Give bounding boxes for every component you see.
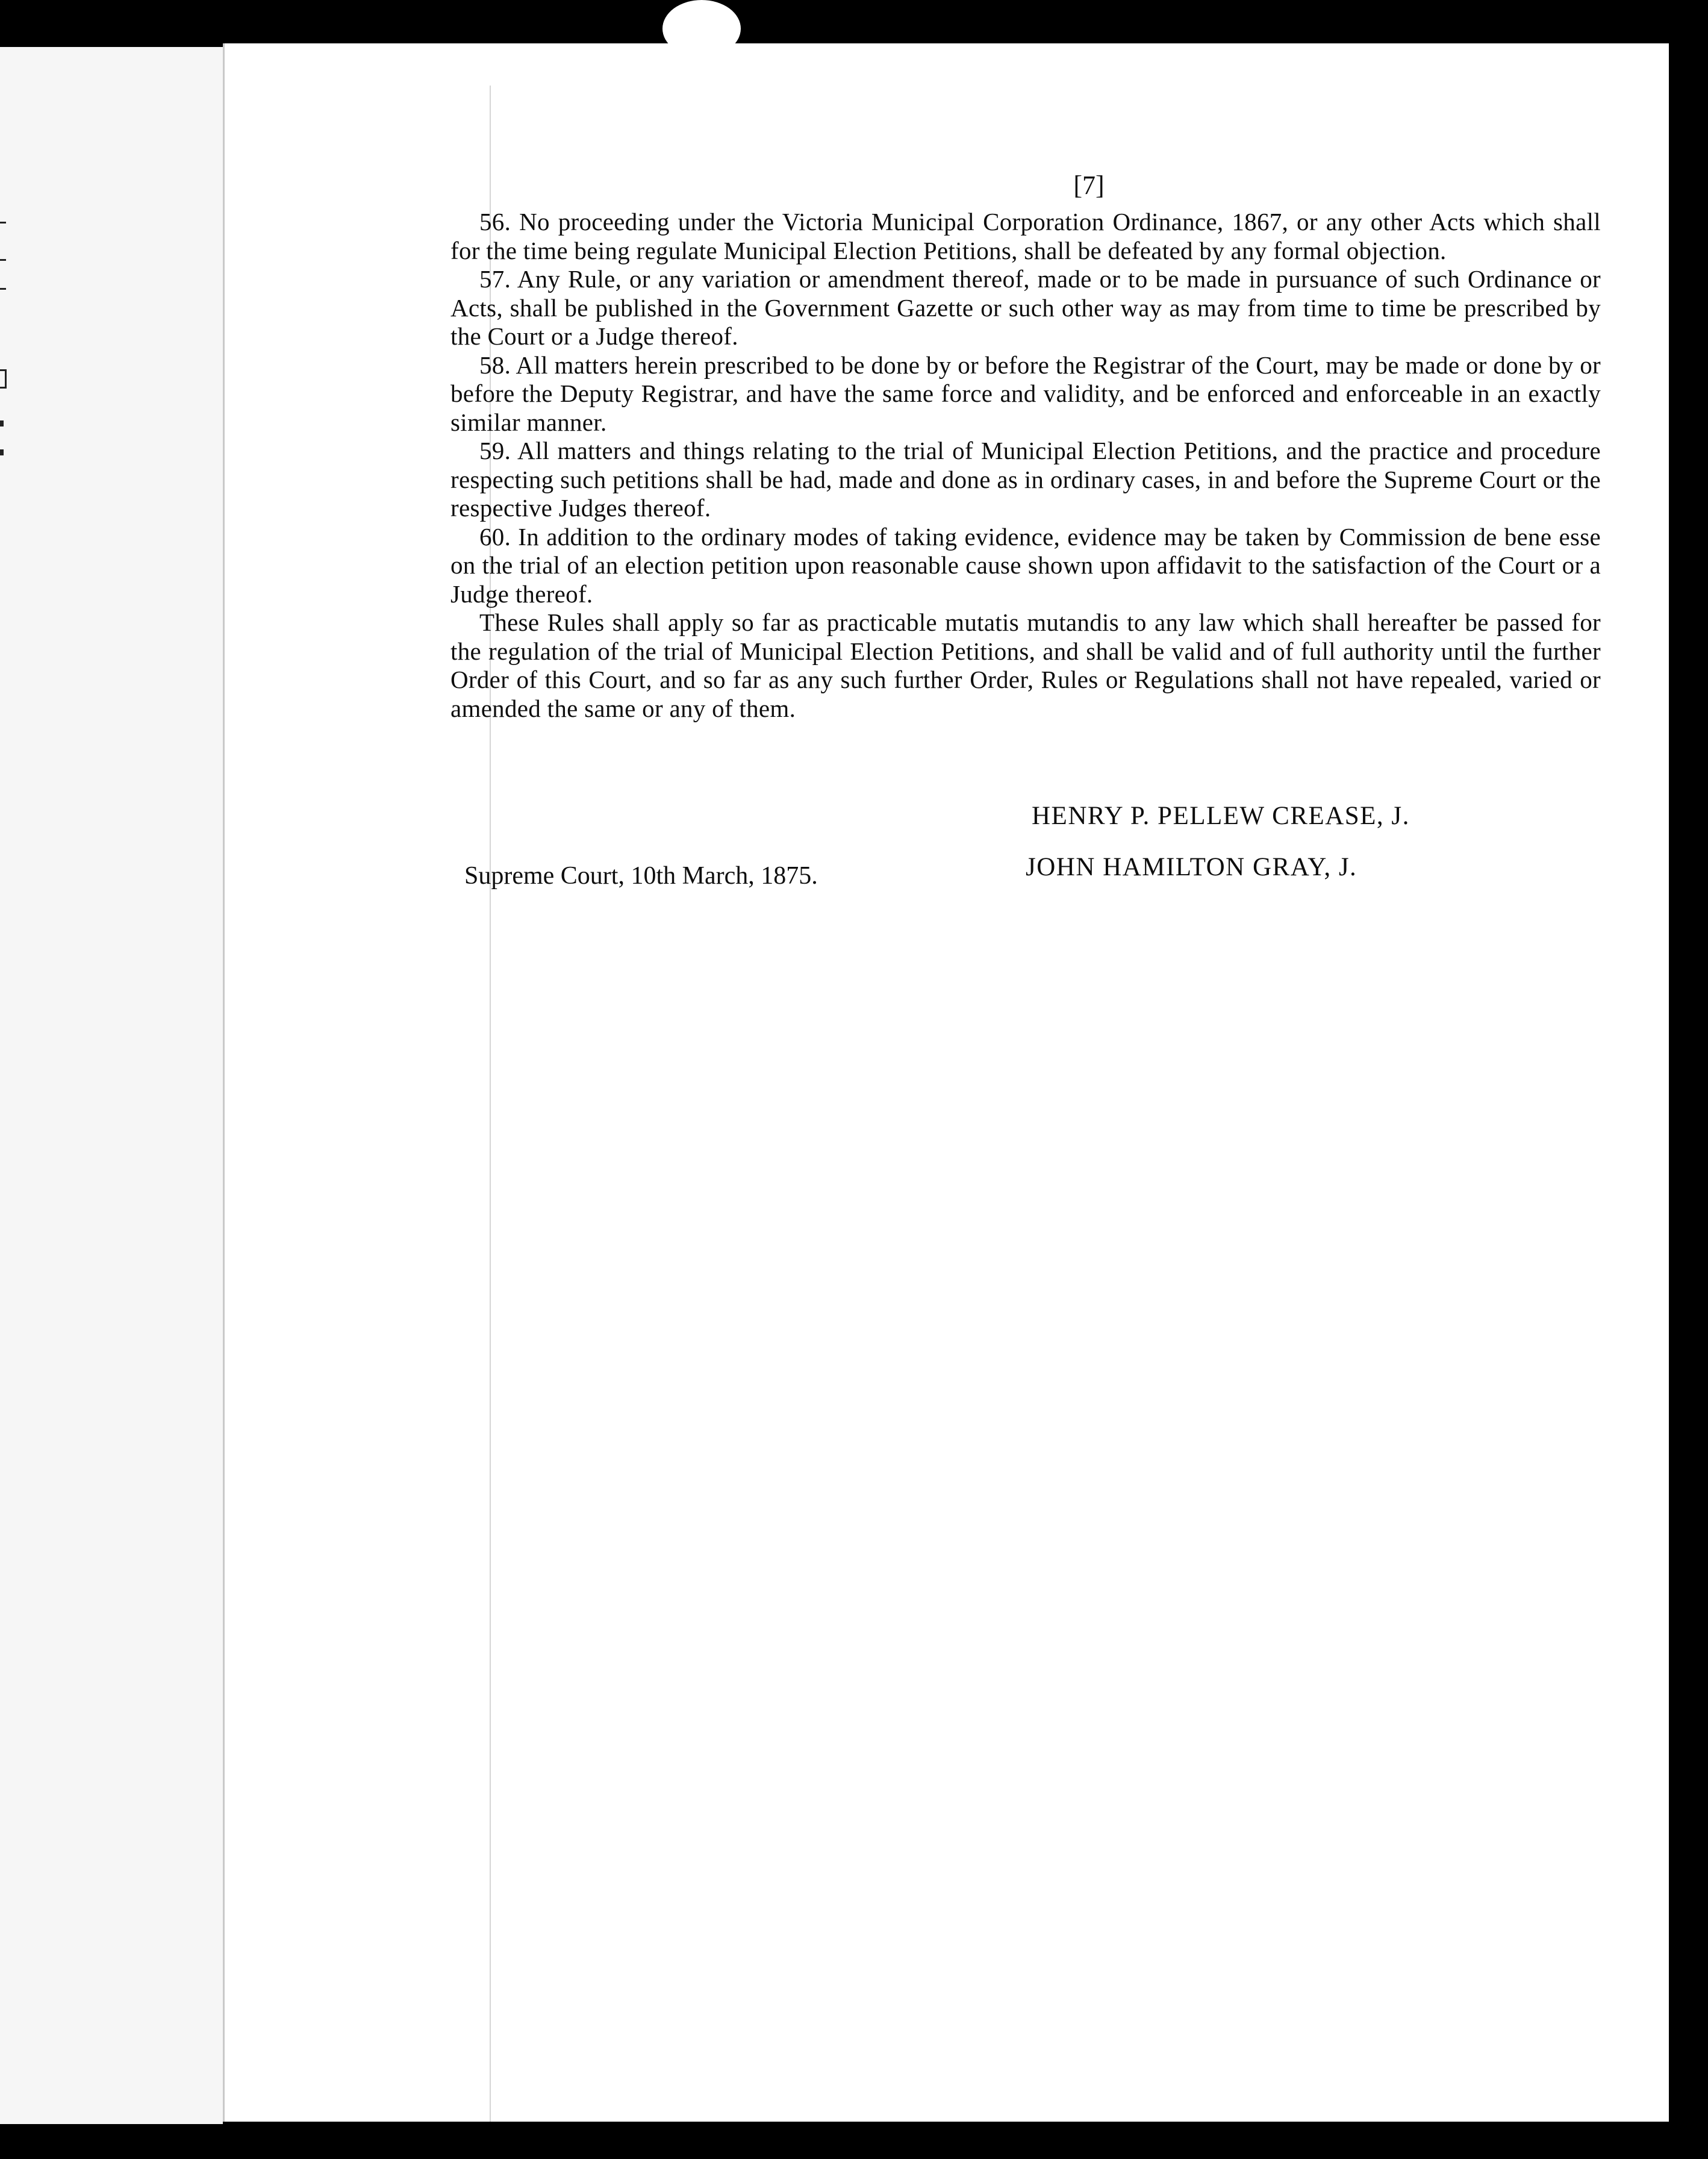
- signature-gray: JOHN HAMILTON GRAY, J.: [1026, 853, 1357, 881]
- closing-paragraph: These Rules shall apply so far as practicable mutatis mutandis to any law which shall hereafter be passed for the regulation of the trial of Municipal Election Petitions, and shall be valid and of full authority until the further Order of this Court, and so far as any such further Order, Rules or Regulations shall not have repealed, varied or amended the same or any of them.: [450, 608, 1601, 722]
- rule-59: 59. All matters and things relating to the trial of Municipal Election Petitions, and the practice and procedure respecting such petitions shall be had, made and done as in ordinary cases, in and before the Supreme Court or the respective Judges thereof.: [450, 437, 1601, 522]
- rule-60: 60. In addition to the ordinary modes of taking evidence, evidence may be taken by Commission de bene esse on the trial of an election petition upon reasonable cause shown upon affidavit to the satisfaction of the Court or a Judge thereof.: [450, 522, 1601, 608]
- rule-57: 57. Any Rule, or any variation or amendment thereof, made or to be made in pursuance of such Ordinance or Acts, shall be published in the Government Gazette or such other way as may from time to time be prescribed by the Court or a Judge thereof.: [450, 265, 1601, 350]
- left-page-edge: [0, 47, 223, 2124]
- date-line: Supreme Court, 10th March, 1875.: [464, 862, 818, 890]
- top-scan-blot: [662, 0, 741, 57]
- rule-58: 58. All matters herein prescribed to be done by or before the Registrar of the Court, may be made or done by or before the Deputy Registrar, and have the same force and validity, and be enforced and enforceable in an exactly similar manner.: [450, 351, 1601, 436]
- signature-block: [1026, 801, 1410, 882]
- page-number: [7]: [1073, 170, 1105, 200]
- document-page: [223, 43, 1669, 2122]
- rules-text: [450, 208, 1601, 723]
- rule-56: 56. No proceeding under the Victoria Municipal Corporation Ordinance, 1867, or any other Acts which shall for the time being regulate Municipal Election Petitions, shall be defeated by any formal objection.: [450, 208, 1601, 264]
- signature-crease: HENRY P. PELLEW CREASE, J.: [1032, 802, 1410, 830]
